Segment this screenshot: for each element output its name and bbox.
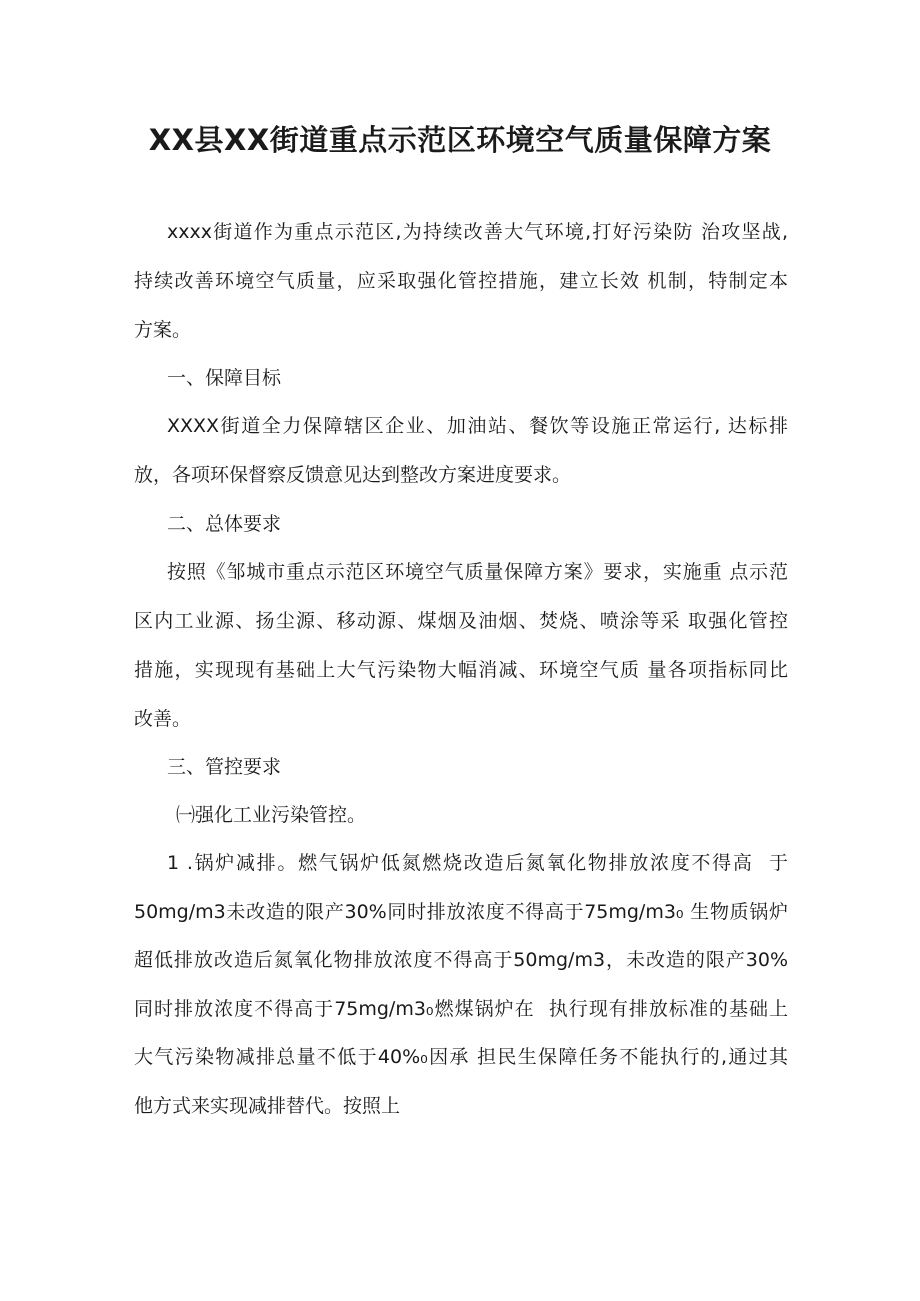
paragraph-line: 超低排放改造后氮氧化物排放浓度不得高于50mg∕m3，未改造的限产30% — [134, 949, 788, 971]
paragraph-line: 50mg∕m3未改造的限产30%同时排放浓度不得高于75mg∕m3₀ 生物质锅炉 — [134, 901, 788, 923]
paragraph-line: 他方式来实现减排替代。按照上 — [134, 1095, 401, 1117]
document-title: XX县XX街道重点示范区环境空气质量保障方案 — [148, 123, 772, 157]
paragraph-line: 持续改善环境空气质量，应采取强化管控措施，建立长效 机制，特制定本 — [134, 270, 788, 292]
paragraph-line: 同时排放浓度不得高于75mg∕m3₀燃煤锅炉在 执行现有排放标准的基础上 — [134, 998, 788, 1020]
paragraph-line: 放，各项环保督察反馈意见达到整改方案进度要求。 — [134, 464, 572, 486]
paragraph-line: 措施，实现现有基础上大气污染物大幅消减、环境空气质 量各项指标同比 — [134, 659, 788, 681]
paragraph-line: 改善。 — [134, 708, 192, 730]
paragraph-line: 按照《邹城市重点示范区环境空气质量保障方案》要求，实施重 点示范 — [167, 561, 788, 583]
section-heading: 一、保障目标 — [167, 367, 282, 389]
paragraph-line: 大气污染物减排总量不低于40%₀因承 担民生保障任务不能执行的,通过其 — [134, 1046, 788, 1068]
paragraph-line: 1 .锅炉减排。燃气锅炉低氮燃烧改造后氮氧化物排放浓度不得高 于 — [167, 852, 788, 874]
section-heading: 二、总体要求 — [167, 513, 282, 535]
paragraph-line: XXXX街道全力保障辖区企业、加油站、餐饮等设施正常运行, 达标排 — [167, 415, 788, 437]
paragraph-line: 方案。 — [134, 319, 192, 341]
subsection-heading: ㈠强化工业污染管控。 — [176, 804, 367, 826]
paragraph-line: 区内工业源、扬尘源、移动源、煤烟及油烟、焚烧、喷涂等采 取强化管控 — [134, 610, 788, 632]
paragraph-line: xxxx街道作为重点示范区,为持续改善大气环境,打好污染防 治攻坚战, — [167, 221, 788, 243]
section-heading: 三、管控要求 — [167, 756, 282, 778]
